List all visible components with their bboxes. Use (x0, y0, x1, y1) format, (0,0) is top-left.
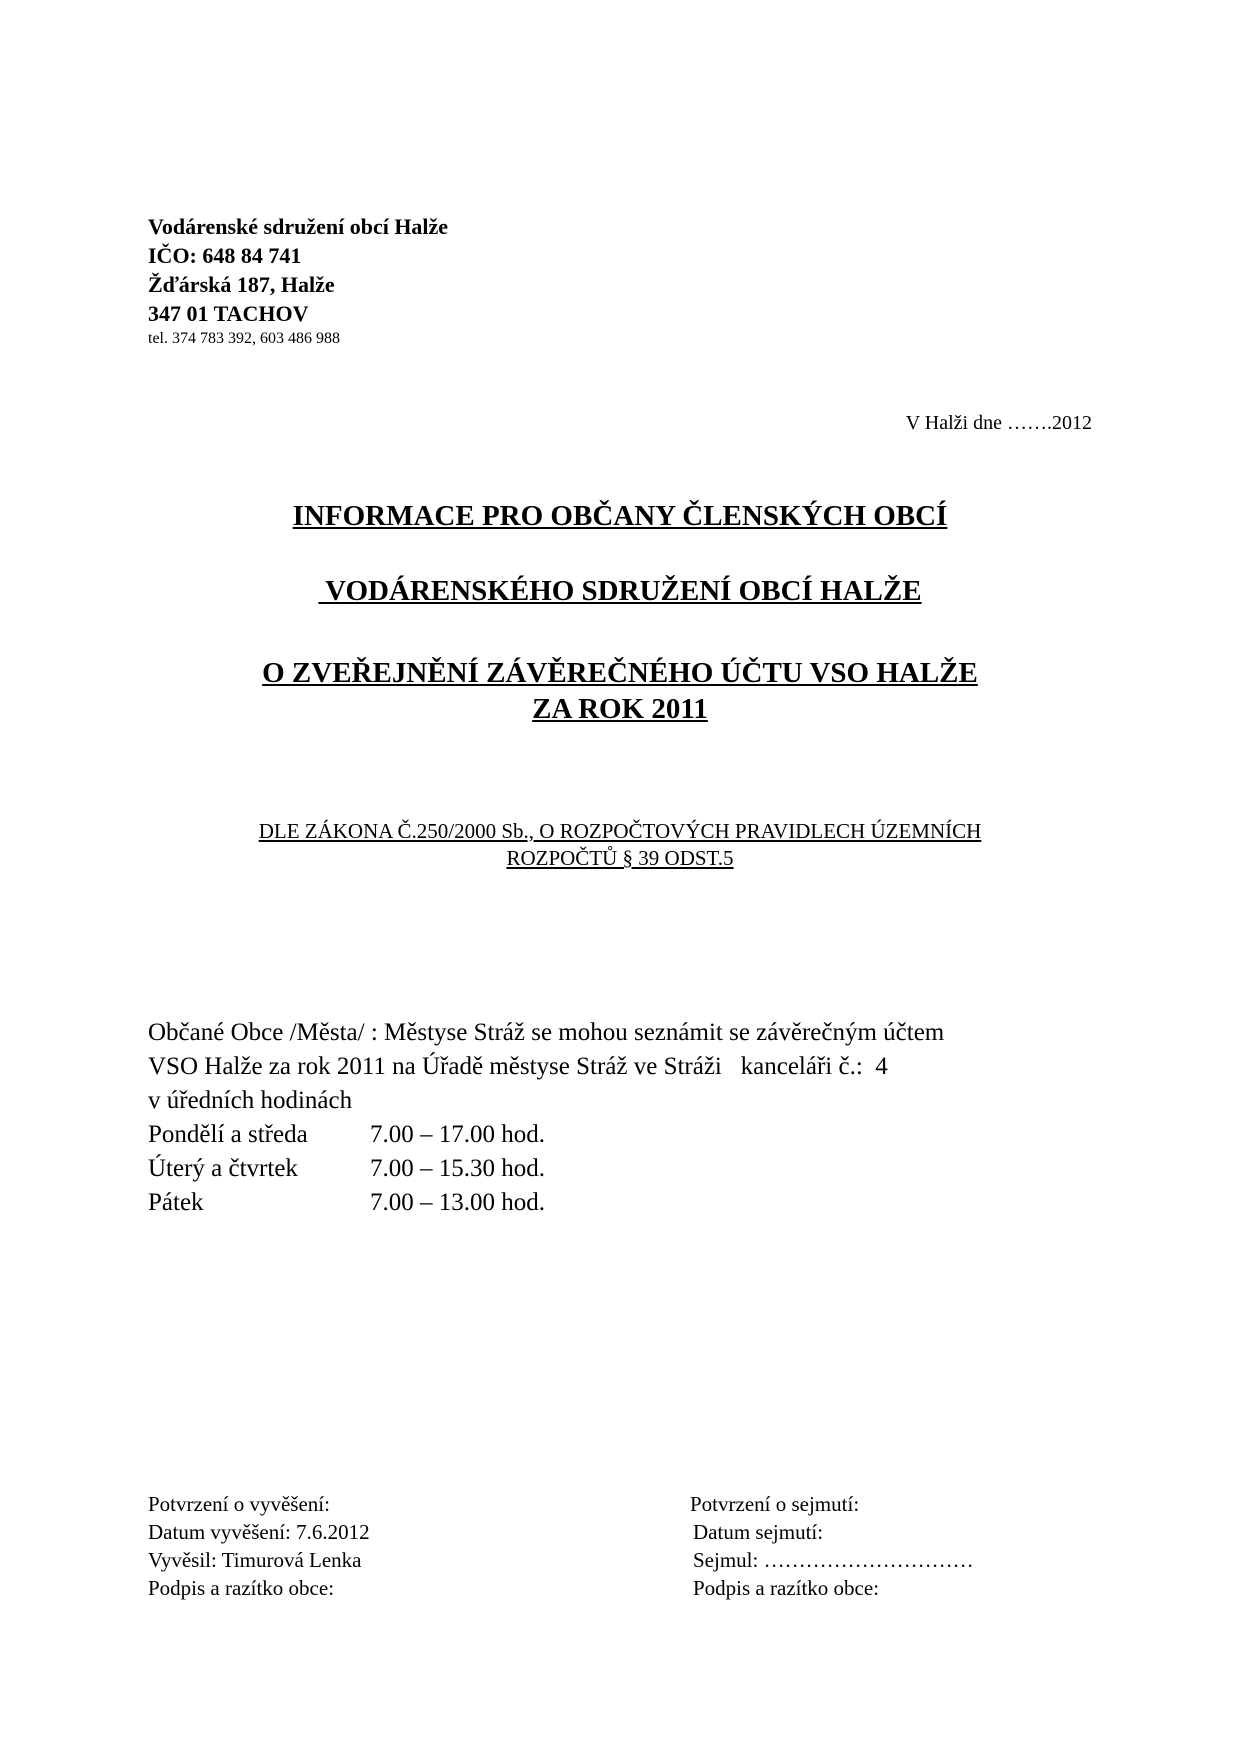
title-line-3a: O ZVEŘEJNĚNÍ ZÁVĚREČNÉHO ÚČTU VSO HALŽE (262, 657, 978, 689)
posting-date: Datum vyvěšení: 7.6.2012 (148, 1520, 370, 1544)
posting-signature: Podpis a razítko obce: (148, 1576, 335, 1600)
posting-confirmation-title: Potvrzení o vyvěšení: (148, 1492, 330, 1516)
office-hours (148, 1118, 944, 1220)
title-line-1: INFORMACE PRO OBČANY ČLENSKÝCH OBCÍ (292, 500, 948, 532)
office-hours-row (148, 1152, 944, 1186)
law-reference-line-2: ROZPOČTŮ § 39 ODST.5 (506, 846, 734, 870)
organization-street: Žďárská 187, Halže (148, 272, 335, 297)
removal-confirmation (690, 1490, 974, 1602)
title-line-3 (0, 655, 1240, 727)
office-hours-day: Pondělí a středa (148, 1121, 308, 1148)
law-reference (0, 818, 1240, 872)
office-hours-time: 7.00 – 17.00 hod. (370, 1121, 545, 1148)
office-hours-day: Úterý a čtvrtek (148, 1155, 298, 1182)
notice-body (148, 1016, 944, 1220)
organization-ico: IČO: 648 84 741 (148, 243, 302, 268)
organization-header (148, 212, 448, 350)
notice-line-1: Občané Obce /Města/ : Městyse Stráž se mohou seznámit se závěrečným účtem (148, 1019, 945, 1046)
notice-line-3: v úředních hodinách (148, 1087, 353, 1114)
office-hours-row (148, 1118, 944, 1152)
organization-name: Vodárenské sdružení obcí Halže (148, 214, 449, 239)
law-reference-line-1: DLE ZÁKONA Č.250/2000 Sb., O ROZPOČTOVÝCH PRAVIDLECH ÚZEMNÍCH (258, 819, 982, 843)
office-hours-row (148, 1186, 944, 1220)
title-line-2: VODÁRENSKÉHO SDRUŽENÍ OBCÍ HALŽE (318, 575, 922, 607)
notice-line-2: VSO Halže za rok 2011 na Úřadě městyse Stráž ve Stráži kanceláři č.: 4 (148, 1053, 888, 1080)
posted-by: Vyvěsil: Timurová Lenka (148, 1548, 362, 1572)
office-hours-time: 7.00 – 13.00 hod. (370, 1189, 545, 1216)
title-line-3b: ZA ROK 2011 (532, 693, 708, 725)
office-hours-time: 7.00 – 15.30 hod. (370, 1155, 545, 1182)
posting-confirmation (148, 1490, 370, 1602)
office-hours-day: Pátek (148, 1189, 204, 1216)
organization-city: 347 01 TACHOV (148, 301, 309, 326)
removal-confirmation-title: Potvrzení o sejmutí: (690, 1492, 860, 1516)
organization-phone: tel. 374 783 392, 603 486 988 (148, 330, 340, 347)
document-date: V Halži dne …….2012 (905, 412, 1092, 434)
removal-date: Datum sejmutí: (693, 1520, 824, 1544)
removed-by: Sejmul: ………………………… (693, 1548, 974, 1572)
removal-signature: Podpis a razítko obce: (693, 1576, 880, 1600)
